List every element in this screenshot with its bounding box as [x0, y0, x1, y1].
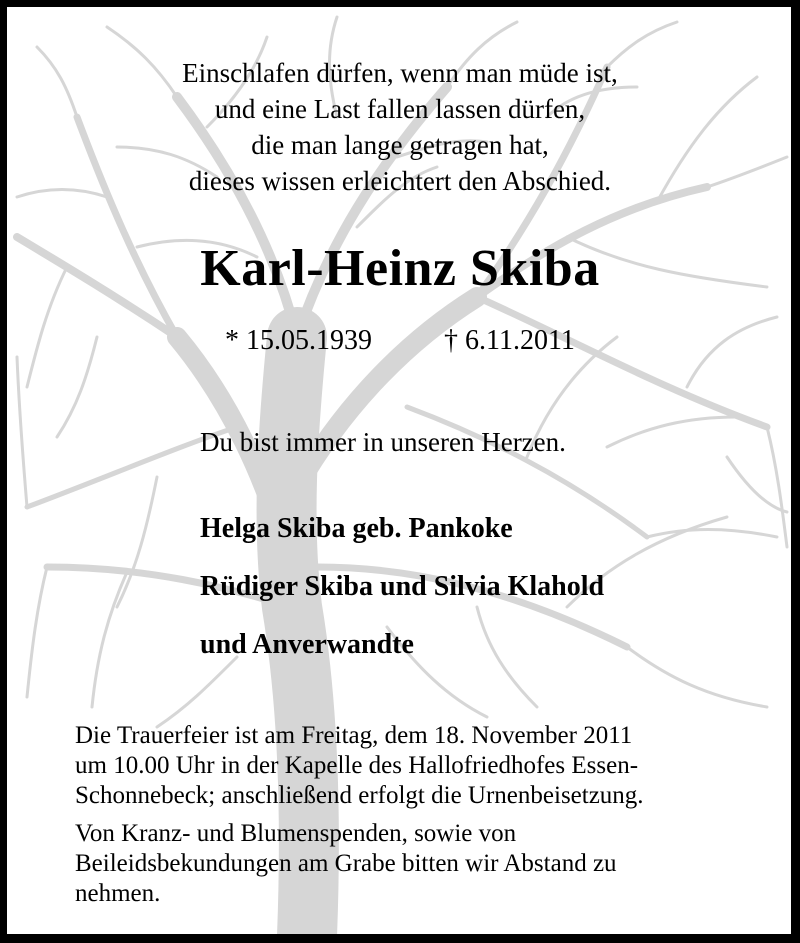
- poem-line: dieses wissen erleichtert den Abschied.: [188, 166, 612, 196]
- deceased-name: Karl-Heinz Skiba: [200, 240, 600, 297]
- funeral-line: Schonnebeck; anschließend erfolgt die Urnenbeisetzung.: [75, 782, 644, 809]
- poem-line: die man lange getragen hat,: [251, 130, 549, 160]
- mourner: Helga Skiba geb. Pankoke: [200, 513, 513, 544]
- mourners-list: [200, 500, 604, 674]
- donation-request: [75, 819, 775, 909]
- funeral-line: um 10.00 Uhr in der Kapelle des Hallofriedhofes Essen-: [75, 752, 639, 779]
- funeral-details: [75, 721, 775, 811]
- mourner: Rüdiger Skiba und Silvia Klahold: [200, 571, 605, 602]
- funeral-info: [75, 721, 775, 917]
- birth-date: * 15.05.1939: [225, 325, 372, 356]
- funeral-line: Die Trauerfeier ist am Freitag, dem 18. November 2011: [75, 722, 633, 749]
- motto: Du bist immer in unseren Herzen.: [200, 427, 566, 457]
- poem-line: und eine Last fallen lassen dürfen,: [214, 94, 586, 124]
- request-line: Von Kranz- und Blumenspenden, sowie von: [75, 820, 517, 847]
- request-line: nehmen.: [75, 880, 161, 907]
- poem: [7, 55, 793, 199]
- poem-line: Einschlafen dürfen, wenn man müde ist,: [182, 58, 618, 88]
- mourner: und Anverwandte: [200, 629, 414, 660]
- request-line: Beileidsbekundungen am Grabe bitten wir Abstand zu: [75, 850, 617, 877]
- death-date: † 6.11.2011: [444, 325, 575, 356]
